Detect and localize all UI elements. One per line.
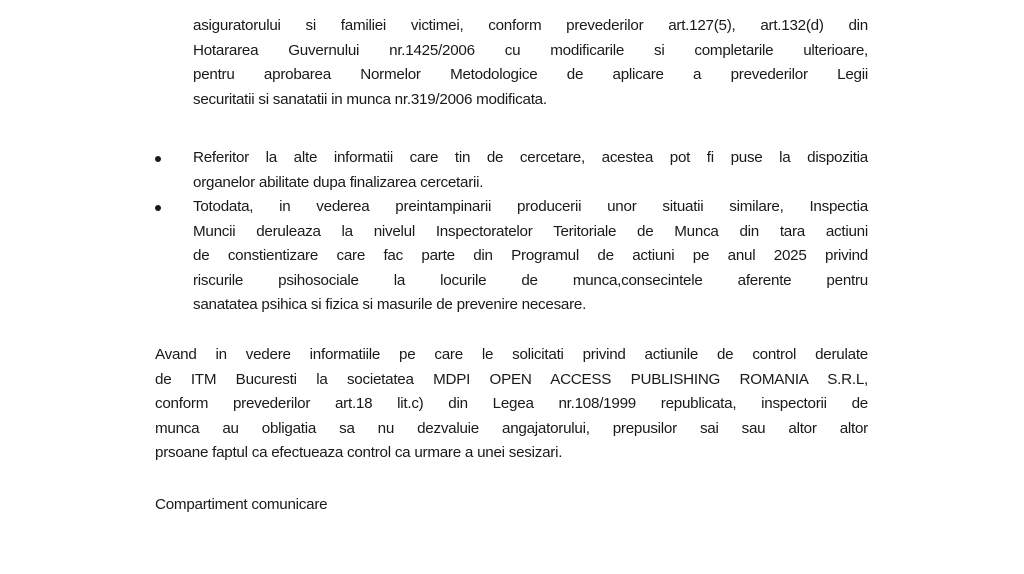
bullet-line: sanatatea psihica si fizica si masurile de prevenire necesare. [193, 296, 587, 314]
bullet-item [193, 195, 868, 318]
paragraph-line: asiguratorului si familiei victimei, conform prevederilor art.127(5), art.132(d) din [193, 17, 868, 34]
signature [155, 493, 868, 518]
closing-paragraph [155, 343, 868, 466]
paragraph-line: Avand in vedere informatiile pe care le solicitati privind actiunile de control derulate [155, 346, 868, 363]
bullet-item [193, 146, 868, 195]
paragraph-line: securitatii si sanatatii in munca nr.319/2006 modificata. [193, 90, 547, 108]
paragraph-line: prsoane faptul ca efectueaza control ca urmare a unei sesizari. [155, 444, 563, 462]
paragraph-line: de ITM Bucuresti la societatea MDPI OPEN ACCESS PUBLISHING ROMANIA S.R.L, [155, 370, 868, 388]
bullet-line: riscurile psihosociale la locurile de munca,consecintele aferente pentru [193, 271, 868, 289]
paragraph-line: munca au obligatia sa nu dezvaluie angajatorului, prepusilor sai sau altor altor [155, 419, 868, 437]
bullet-line: Totodata, in vederea preintampinarii producerii unor situatii similare, Inspectia [193, 198, 868, 215]
bullet-icon [155, 156, 161, 162]
continuation-paragraph [193, 14, 868, 112]
paragraph-line: pentru aprobarea Normelor Metodologice de aplicare a prevederilor Legii [193, 66, 868, 84]
signature-text: Compartiment comunicare [155, 496, 328, 513]
paragraph-line: Hotararea Guvernului nr.1425/2006 cu modificarile si completarile ulterioare, [193, 41, 868, 59]
bullet-line: Referitor la alte informatii care tin de cercetare, acestea pot fi puse la dispozitia [193, 149, 868, 166]
bullet-icon [155, 205, 161, 211]
bullet-line: de constientizare care fac parte din Programul de actiuni pe anul 2025 privind [193, 247, 868, 265]
bullet-line: organelor abilitate dupa finalizarea cercetarii. [193, 173, 484, 191]
bullet-line: Muncii deruleaza la nivelul Inspectoratelor Teritoriale de Munca din tara actiuni [193, 222, 868, 240]
paragraph-line: conform prevederilor art.18 lit.c) din Legea nr.108/1999 republicata, inspectorii de [155, 395, 868, 413]
